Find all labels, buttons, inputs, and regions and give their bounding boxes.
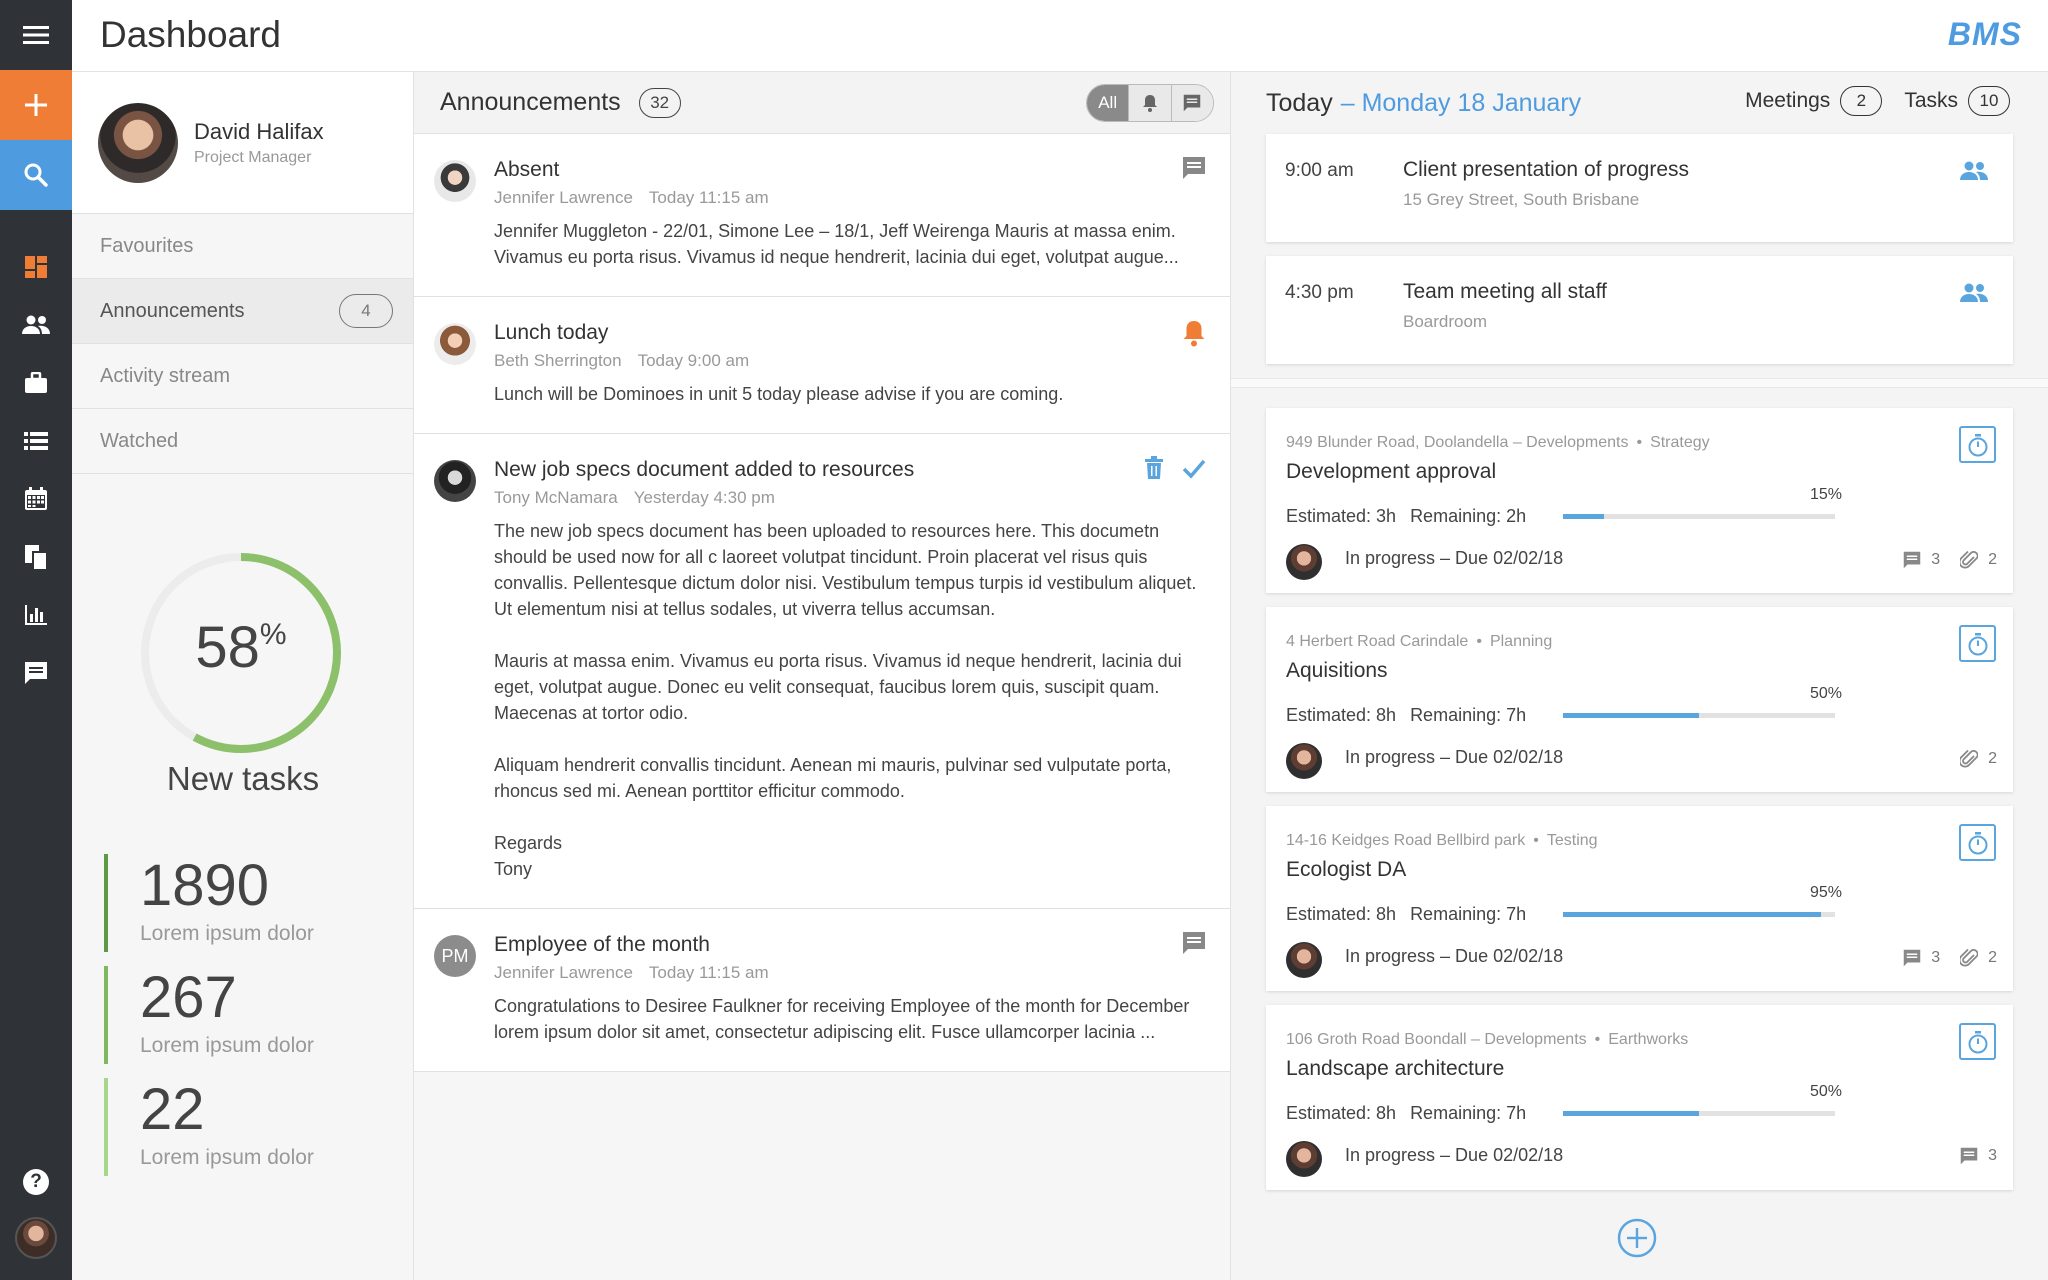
announcements-panel: [414, 72, 1231, 1280]
announcement-paragraph: Regards Tony: [494, 833, 563, 879]
avatar: PM: [434, 935, 476, 977]
task-list: [1231, 408, 2048, 1190]
task-meta: [1940, 1147, 1997, 1165]
stopwatch-icon: [1967, 1030, 1989, 1054]
progress-bar: [1563, 1111, 1835, 1116]
task-location: 4 Herbert Road Carindale: [1286, 633, 1469, 650]
announcement-time: Today 11:15 am: [648, 188, 769, 207]
today-header: [1231, 72, 2048, 134]
announcement-item[interactable]: [414, 297, 1230, 434]
task-comments[interactable]: [1903, 949, 1940, 967]
filter-messages[interactable]: [1171, 85, 1213, 121]
add-task-icon[interactable]: [1617, 1218, 1657, 1258]
bell-icon: [1142, 94, 1158, 112]
announcement-title: New job specs document added to resources: [494, 458, 915, 481]
message-icon: [24, 661, 48, 685]
separator-dot: •: [1636, 434, 1643, 451]
task-status: In progress – Due 02/02/18: [1345, 1145, 1564, 1165]
task-attachments[interactable]: [1960, 550, 1997, 570]
sidebar-item-watched[interactable]: [72, 409, 413, 474]
meeting-title: Client presentation of progress: [1403, 158, 1689, 181]
separator-dot: •: [1533, 832, 1539, 849]
announcement-paragraph: Mauris at massa enim. Vivamus eu porta risus. Vivamus id neque hendrerit, lacinia dui eget, volutpat augue. Donec eu velit consequat, faucibus lorem quis, suscipit quam. Maecenas at tortor odio.: [494, 651, 1182, 723]
comment-count: 3: [1988, 1147, 1997, 1164]
meetings-count: 2: [1840, 86, 1882, 116]
task-remaining: Remaining: 7h: [1410, 705, 1527, 725]
rail-projects[interactable]: [0, 354, 72, 412]
meeting-card[interactable]: [1266, 134, 2013, 242]
announcements-header: [414, 72, 1230, 134]
attachment-count: 2: [1988, 750, 1997, 767]
comment-count: 3: [1931, 551, 1941, 568]
gauge-label: New tasks: [166, 760, 320, 797]
comment-icon: [1183, 94, 1201, 112]
rail-documents[interactable]: [0, 528, 72, 586]
announcement-body: [494, 518, 1206, 882]
sidebar-item-label: Favourites: [100, 234, 194, 257]
announcement-paragraph: Lunch will be Dominoes in unit 5 today please advise if you are coming.: [494, 384, 1064, 404]
announcement-author: Jennifer Lawrence: [494, 963, 633, 982]
announcement-title: Absent: [494, 158, 560, 181]
avatar: [1286, 743, 1322, 779]
plus-icon: [24, 93, 48, 117]
avatar: [98, 103, 178, 183]
today-panel: [1231, 72, 2048, 1280]
announcement-author: Beth Sherrington: [494, 351, 622, 370]
search-button[interactable]: [0, 140, 72, 210]
meetings-tab[interactable]: Meetings: [1745, 89, 1831, 112]
announcement-body: [494, 381, 1206, 407]
meeting-location: Boardroom: [1403, 312, 1488, 331]
stat-label: Lorem ipsum dolor: [140, 1034, 314, 1057]
task-status: In progress – Due 02/02/18: [1345, 548, 1564, 568]
task-estimates: [1286, 904, 1526, 925]
tasks-tab[interactable]: Tasks: [1904, 89, 1958, 112]
avatar: [1286, 1141, 1322, 1177]
add-button[interactable]: [0, 70, 72, 140]
announcements-title: Announcements: [440, 88, 621, 116]
timer-button[interactable]: [1959, 426, 1996, 463]
icon-rail: [0, 0, 72, 1280]
task-meta: [1883, 550, 1997, 570]
comment-count: 3: [1931, 949, 1941, 966]
announcement-body: [494, 993, 1206, 1045]
task-attachments[interactable]: [1960, 749, 1997, 769]
comment-icon[interactable]: [1182, 931, 1206, 955]
announcement-time: Yesterday 4:30 pm: [633, 488, 775, 507]
sidebar: [72, 72, 414, 1280]
separator-dot: •: [1594, 1031, 1601, 1048]
progress-bar: [1563, 713, 1835, 718]
task-percent: 50%: [1809, 685, 1842, 702]
dashboard-icon: [24, 255, 48, 279]
task-percent: 50%: [1809, 1083, 1842, 1100]
brand-logo[interactable]: BMS: [1947, 16, 2022, 52]
task-estimated: Estimated: 8h: [1286, 1103, 1397, 1123]
task-title: Development approval: [1286, 460, 1497, 483]
progress-fill: [1563, 1111, 1699, 1116]
task-remaining: Remaining: 7h: [1410, 1103, 1527, 1123]
comment-icon: [1903, 949, 1921, 967]
check-icon[interactable]: [1182, 456, 1206, 480]
task-card[interactable]: [1266, 1005, 2013, 1190]
stat-block: [104, 966, 364, 1064]
stat-value: 22: [140, 1077, 205, 1142]
task-category: Earthworks: [1608, 1031, 1689, 1048]
rail-dashboard[interactable]: [0, 238, 72, 296]
announcement-item[interactable]: [414, 434, 1230, 909]
task-breadcrumb: [1286, 832, 1598, 850]
task-estimated: Estimated: 8h: [1286, 705, 1397, 725]
attachment-count: 2: [1988, 949, 1997, 966]
sidebar-item-label: Watched: [100, 429, 179, 452]
task-meta: [1883, 948, 1997, 968]
stopwatch-icon: [1967, 831, 1989, 855]
task-percent: 95%: [1809, 884, 1842, 901]
help-icon: ?: [23, 1169, 49, 1195]
announcement-item[interactable]: [414, 134, 1230, 297]
hamburger-icon: [23, 25, 49, 45]
sidebar-item-favourites[interactable]: [72, 214, 413, 279]
user-profile[interactable]: [72, 72, 413, 214]
people-icon: [1959, 160, 1989, 182]
progress-fill: [1563, 713, 1699, 718]
meeting-title: Team meeting all staff: [1403, 280, 1607, 303]
gauge-unit: %: [259, 618, 287, 651]
rail-nav: [0, 238, 72, 702]
task-estimates: [1286, 1103, 1526, 1124]
task-breadcrumb: [1286, 1031, 1688, 1049]
search-icon: [23, 162, 49, 188]
announcement-paragraph: Congratulations to Desiree Faulkner for receiving Employee of the month for December lorem ipsum dolor sit amet, consectetur adipiscing elit. Fusce ullamcorper lacinia ...: [494, 996, 1190, 1042]
announcement-title: Lunch today: [494, 321, 609, 344]
gauge-number: 58: [195, 615, 260, 680]
documents-icon: [24, 544, 48, 570]
avatar: [434, 460, 476, 502]
task-title: Ecologist DA: [1286, 858, 1407, 881]
task-remaining: Remaining: 2h: [1410, 506, 1527, 526]
profile-role: Project Manager: [194, 148, 312, 166]
paperclip-icon: [1960, 749, 1978, 769]
sidebar-item-announcements[interactable]: [72, 279, 413, 344]
today-date: – Monday 18 January: [1340, 88, 1582, 117]
announcement-body: [494, 218, 1206, 270]
timer-button[interactable]: [1959, 1023, 1996, 1060]
tasks-count: 10: [1968, 86, 2010, 116]
task-estimates: [1286, 705, 1526, 726]
task-estimated: Estimated: 3h: [1286, 506, 1397, 526]
stat-value: 267: [140, 965, 237, 1030]
announcement-time: Today 9:00 am: [637, 351, 750, 370]
stat-block: [104, 1078, 364, 1176]
new-tasks-gauge: [138, 550, 344, 756]
progress-bar: [1563, 912, 1835, 917]
task-card[interactable]: [1266, 607, 2013, 792]
task-card[interactable]: [1266, 806, 2013, 991]
announcements-count: 32: [639, 88, 681, 118]
task-comments[interactable]: [1903, 551, 1940, 569]
announcement-author: Tony McNamara: [494, 488, 618, 507]
paperclip-icon: [1960, 948, 1978, 968]
task-category: Planning: [1489, 633, 1553, 650]
announcement-filter: [1086, 84, 1214, 122]
task-estimated: Estimated: 8h: [1286, 904, 1397, 924]
attachment-count: 2: [1988, 551, 1997, 568]
progress-bar: [1563, 514, 1835, 519]
task-status: In progress – Due 02/02/18: [1345, 747, 1564, 767]
announcement-paragraph: Jennifer Muggleton - 22/01, Simone Lee – 18/1, Jeff Weirenga Mauris at massa enim. Vivamus eu porta risus. Vivamus id neque hendrerit, lacinia dui eget, volutpat augue...: [494, 221, 1179, 267]
progress-fill: [1563, 912, 1821, 917]
people-icon: [22, 314, 50, 336]
avatar: [434, 160, 476, 202]
task-category: Strategy: [1650, 434, 1710, 451]
task-percent: 15%: [1809, 486, 1842, 503]
task-estimates: [1286, 506, 1526, 527]
announcement-paragraph: The new job specs document has been uploaded to resources here. This documetn should be used now for all c laoreet volutpat tincidunt. Proin placerat vel risus quis convallis. Pellentesque dictum dolor nisi. Vestibulum tempus turpis id vestibulum aliquet. Ut elementum nisi at tellus sodales, ut viverra tellus accumsan.: [494, 521, 1197, 619]
stat-label: Lorem ipsum dolor: [140, 922, 314, 945]
rail-messages[interactable]: [0, 644, 72, 702]
stopwatch-icon: [1967, 433, 1989, 457]
timer-button[interactable]: [1959, 824, 1996, 861]
trash-icon[interactable]: [1144, 456, 1164, 480]
profile-name: David Halifax: [194, 118, 324, 144]
task-title: Aquisitions: [1286, 659, 1388, 682]
paperclip-icon: [1960, 550, 1978, 570]
briefcase-icon: [24, 372, 48, 394]
announcement-author: Jennifer Lawrence: [494, 188, 633, 207]
section-divider: [1231, 378, 2048, 388]
avatar: [1286, 544, 1322, 580]
task-card[interactable]: [1266, 408, 2013, 593]
gauge-value: [138, 614, 344, 681]
task-breadcrumb: [1286, 434, 1710, 452]
rail-bottom: [0, 1154, 72, 1266]
rail-reports[interactable]: [0, 586, 72, 644]
announcement-item[interactable]: [414, 909, 1230, 1072]
sidebar-item-activity-stream[interactable]: [72, 344, 413, 409]
today-label: Today: [1266, 88, 1333, 117]
rail-list[interactable]: [0, 412, 72, 470]
list-icon: [24, 431, 48, 451]
task-location: 949 Blunder Road, Doolandella – Developments: [1286, 434, 1629, 451]
task-status: In progress – Due 02/02/18: [1345, 946, 1564, 966]
user-menu-button[interactable]: [0, 1210, 72, 1266]
help-button[interactable]: [0, 1154, 72, 1210]
task-title: Landscape architecture: [1286, 1057, 1505, 1080]
task-remaining: Remaining: 7h: [1410, 904, 1527, 924]
sidebar-item-label: Announcements: [100, 299, 245, 322]
menu-button[interactable]: [0, 0, 72, 70]
count-badge: 4: [339, 294, 393, 328]
meeting-card[interactable]: [1266, 256, 2013, 364]
timer-button[interactable]: [1959, 625, 1996, 662]
task-attachments[interactable]: [1960, 948, 1997, 968]
avatar: [1286, 942, 1322, 978]
top-bar: [72, 0, 2048, 72]
task-location: 14-16 Keidges Road Bellbird park: [1286, 832, 1526, 849]
meeting-location: 15 Grey Street, South Brisbane: [1403, 190, 1640, 209]
rail-calendar[interactable]: [0, 470, 72, 528]
bar-chart-icon: [24, 604, 48, 626]
avatar: [15, 1217, 57, 1259]
meeting-time: 4:30 pm: [1285, 282, 1354, 303]
separator-dot: •: [1476, 633, 1482, 650]
bell-icon[interactable]: [1182, 319, 1206, 347]
calendar-icon: [24, 487, 48, 511]
announcement-title: Employee of the month: [494, 933, 710, 956]
stat-label: Lorem ipsum dolor: [140, 1146, 314, 1169]
comment-icon: [1960, 1147, 1978, 1165]
filter-alerts[interactable]: [1128, 85, 1170, 121]
sidebar-item-label: Activity stream: [100, 364, 231, 387]
task-breadcrumb: [1286, 633, 1552, 651]
avatar: [434, 323, 476, 365]
task-comments[interactable]: [1960, 1147, 1997, 1165]
task-location: 106 Groth Road Boondall – Developments: [1286, 1031, 1587, 1048]
task-meta: [1940, 749, 1997, 769]
announcement-paragraph: Aliquam hendrerit convallis tincidunt. Aenean mi mauris, pulvinar sed vulputate porta, rhoncus sed mi. Aenean porttitor efficitur commodo.: [494, 755, 1172, 801]
stat-value: 1890: [140, 853, 270, 918]
stopwatch-icon: [1967, 632, 1989, 656]
stat-block: [104, 854, 364, 952]
meeting-time: 9:00 am: [1285, 160, 1354, 181]
page-title: Dashboard: [100, 14, 282, 55]
comment-icon[interactable]: [1182, 156, 1206, 180]
people-icon: [1959, 282, 1989, 304]
progress-fill: [1563, 514, 1604, 519]
announcement-time: Today 11:15 am: [648, 963, 769, 982]
rail-people[interactable]: [0, 296, 72, 354]
filter-all[interactable]: All: [1087, 85, 1128, 121]
task-category: Testing: [1546, 832, 1598, 849]
comment-icon: [1903, 551, 1921, 569]
